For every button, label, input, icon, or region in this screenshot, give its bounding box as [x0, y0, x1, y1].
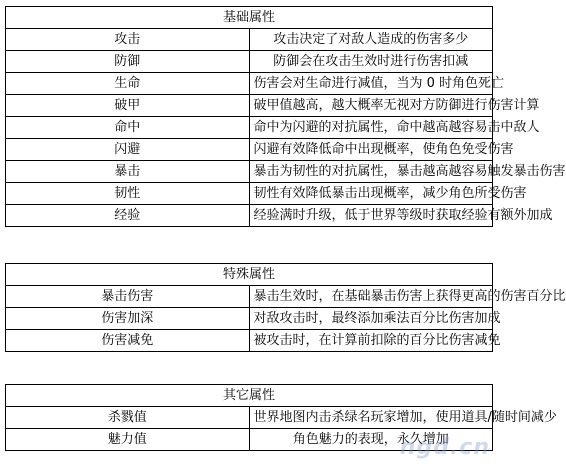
attribute-desc: 闪避有效降低命中出现概率，使角色免受伤害: [249, 139, 493, 161]
attribute-name: 攻击: [6, 29, 250, 51]
table-row: [6, 139, 493, 161]
attribute-name: 暴击伤害: [6, 286, 250, 308]
attribute-name: 命中: [6, 117, 250, 139]
attribute-desc: 被攻击时，在计算前扣除的百分比伤害减免: [249, 330, 493, 352]
table-row: [6, 183, 493, 205]
attribute-name: 暴击: [6, 161, 250, 183]
watermark: ngd.cn: [399, 435, 490, 460]
basic-attributes-table: [5, 6, 566, 227]
special-attributes-title: 特殊属性: [6, 264, 493, 286]
attribute-desc: 破甲值越高，越大概率无视对方防御进行伤害计算: [249, 95, 493, 117]
attribute-name: 魅力值: [6, 429, 250, 451]
attribute-desc: 韧性有效降低暴击出现概率，减少角色所受伤害: [249, 183, 493, 205]
attribute-desc: 攻击决定了对敌人造成的伤害多少: [249, 29, 493, 51]
table-row: [6, 407, 493, 429]
attribute-name: 防御: [6, 51, 250, 73]
table-row: [6, 286, 493, 308]
table-row: [6, 205, 493, 227]
attribute-desc: 对敌攻击时，最终添加乘法百分比伤害加成: [249, 308, 493, 330]
table-row: [6, 73, 493, 95]
attribute-name: 闪避: [6, 139, 250, 161]
attribute-name: 杀戮值: [6, 407, 250, 429]
table-row: [6, 117, 493, 139]
attribute-name: 经验: [6, 205, 250, 227]
table-row: [6, 51, 493, 73]
attribute-name: 生命: [6, 73, 250, 95]
attribute-desc: 暴击生效时，在基础暴击伤害上获得更高的伤害百分比: [249, 286, 493, 308]
attribute-desc: 防御会在攻击生效时进行伤害扣减: [249, 51, 493, 73]
attribute-desc: 伤害会对生命进行减值，当为 0 时角色死亡: [249, 73, 493, 95]
attribute-name: 伤害减免: [6, 330, 250, 352]
other-attributes-title: 其它属性: [6, 385, 493, 407]
attribute-name: 韧性: [6, 183, 250, 205]
table-row: [6, 308, 493, 330]
table-row: [6, 330, 493, 352]
attribute-desc: 命中为闪避的对抗属性，命中越高越容易击中敌人: [249, 117, 493, 139]
basic-attributes-title: 基础属性: [6, 7, 493, 29]
special-attributes-table: [5, 263, 566, 352]
attribute-desc: 角色魅力的表现，永久增加: [249, 429, 493, 451]
attribute-name: 破甲: [6, 95, 250, 117]
attribute-desc: 世界地图内击杀绿名玩家增加，使用道具/随时间减少: [249, 407, 493, 429]
attribute-desc: 暴击为韧性的对抗属性，暴击越高越容易触发暴击伤害: [249, 161, 493, 183]
attribute-desc: 经验满时升级，低于世界等级时获取经验有额外加成: [249, 205, 493, 227]
table-row: [6, 95, 493, 117]
attribute-name: 伤害加深: [6, 308, 250, 330]
table-row: [6, 161, 493, 183]
table-row: [6, 29, 493, 51]
